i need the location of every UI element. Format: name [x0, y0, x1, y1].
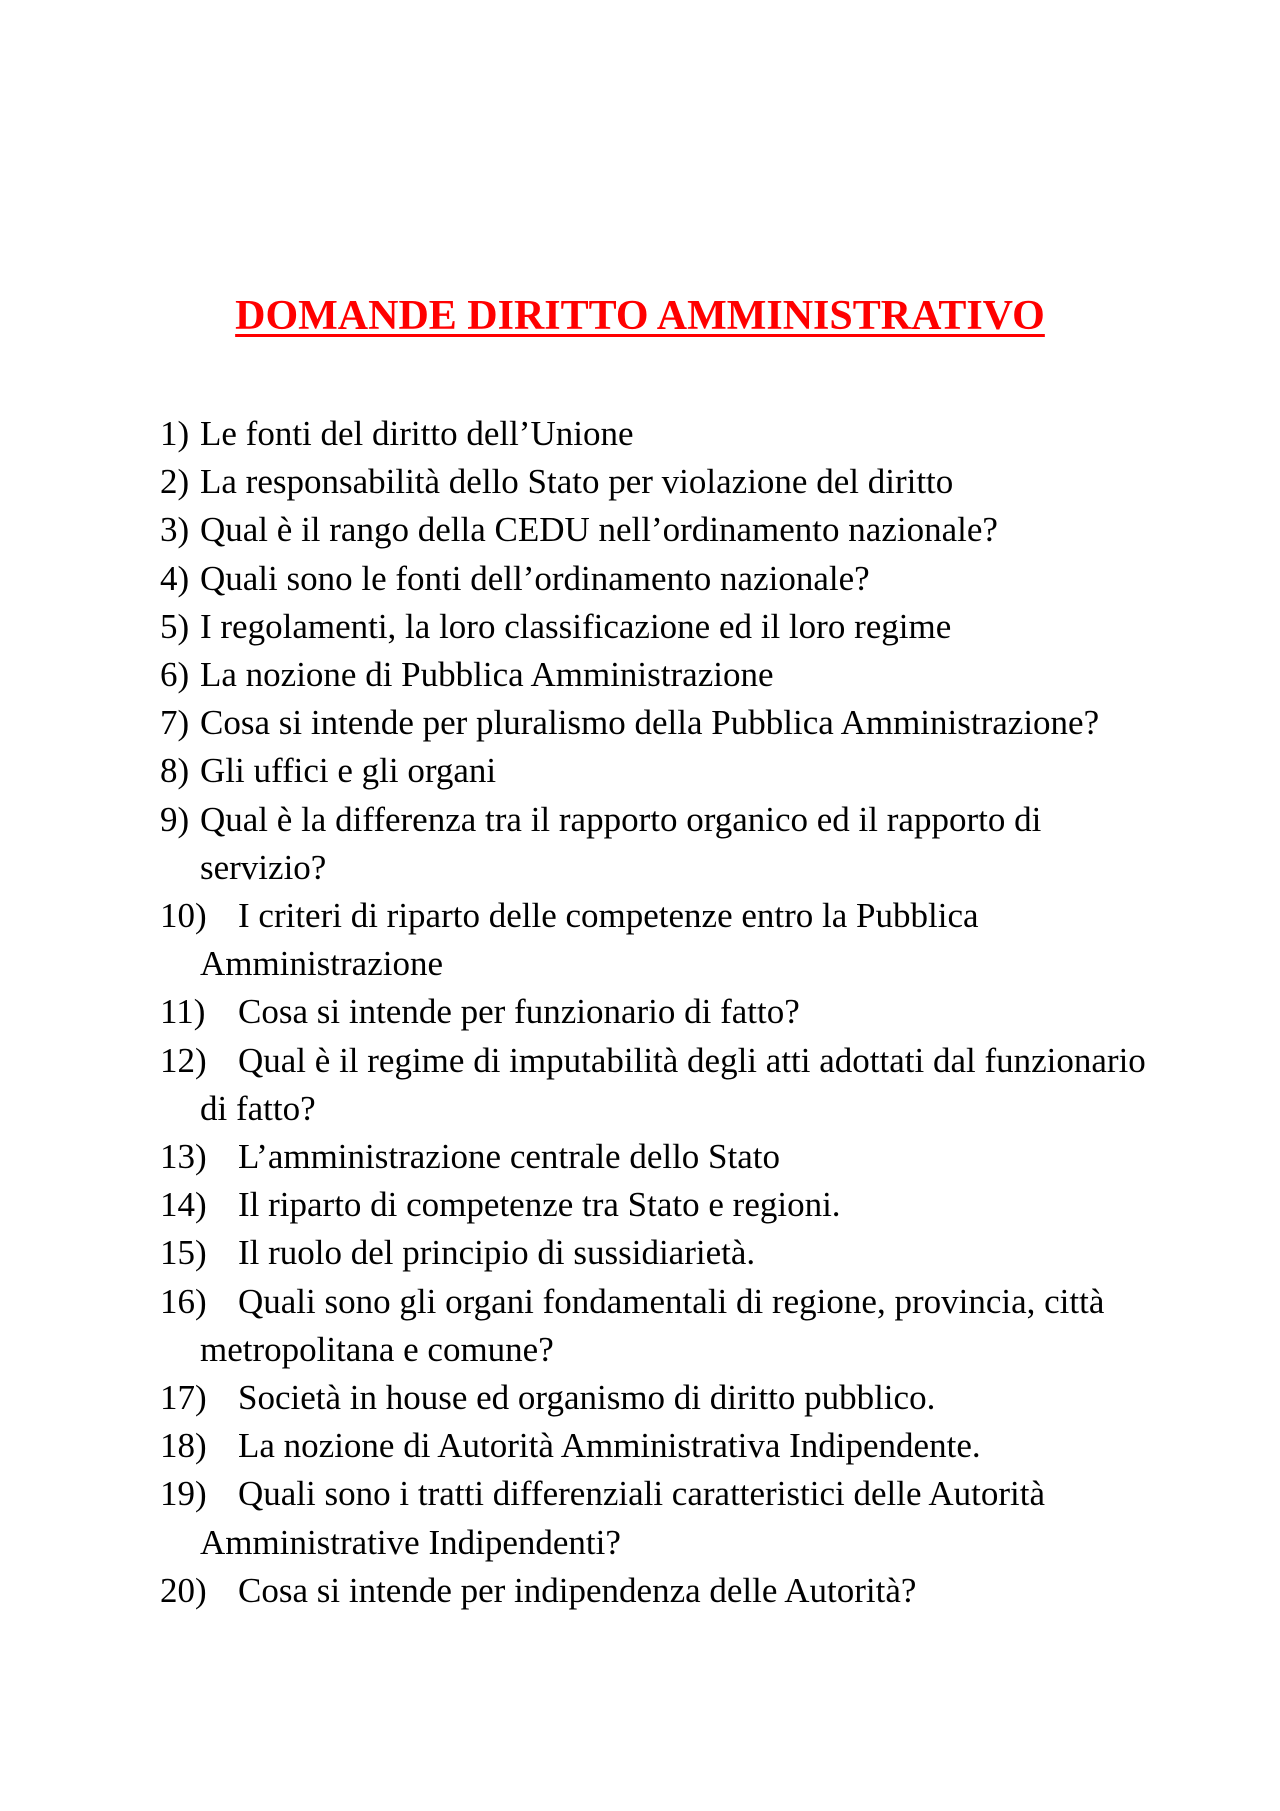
item-text: La nozione di Autorità Amministrativa Indipendente.: [238, 1426, 981, 1466]
list-item: [160, 699, 1170, 747]
item-number: 8): [160, 751, 190, 791]
item-number: 1): [160, 414, 190, 453]
list-item: [160, 1278, 1170, 1374]
item-text: Cosa si intende per indipendenza delle Autorità?: [238, 1570, 917, 1610]
item-text: Qual è la differenza tra il rapporto organico ed il rapporto di servizio?: [200, 799, 1042, 887]
list-item: [160, 1422, 1170, 1470]
list-item: [160, 651, 1170, 699]
item-text: I regolamenti, la loro classificazione ed il loro regime: [200, 606, 952, 646]
list-item: [160, 410, 1170, 458]
item-number: 7): [160, 703, 190, 743]
item-number: 2): [160, 462, 190, 502]
item-text: Il ruolo del principio di sussidiarietà.: [238, 1233, 756, 1273]
list-item: [160, 458, 1170, 506]
item-number: 14): [160, 1185, 207, 1225]
item-text: Società in house ed organismo di diritto pubblico.: [238, 1378, 936, 1418]
list-item: [160, 1133, 1170, 1181]
item-number: 5): [160, 606, 190, 646]
list-item: [160, 747, 1170, 795]
item-text: Quali sono le fonti dell’ordinamento nazionale?: [200, 558, 870, 598]
item-number: 6): [160, 655, 190, 695]
item-number: 17): [160, 1378, 207, 1418]
item-number: 19): [160, 1474, 207, 1514]
item-text: Qual è il rango della CEDU nell’ordinamento nazionale?: [200, 510, 998, 550]
list-item: [160, 988, 1170, 1036]
item-text: Qual è il regime di imputabilità degli atti adottati dal funzionario di fatto?: [200, 1040, 1146, 1128]
item-text: Quali sono i tratti differenziali caratteristici delle Autorità Amministrative Indipendenti?: [200, 1474, 1045, 1562]
list-item: [160, 1470, 1170, 1566]
item-number: 13): [160, 1137, 207, 1177]
list-item: [160, 506, 1170, 554]
item-number: 18): [160, 1426, 207, 1466]
list-item: [160, 796, 1170, 892]
item-text: Cosa si intende per funzionario di fatto?: [238, 992, 800, 1032]
item-number: 16): [160, 1281, 207, 1321]
item-text: Cosa si intende per pluralismo della Pubblica Amministrazione?: [200, 703, 1100, 743]
item-number: 10): [160, 896, 207, 936]
list-item: [160, 1037, 1170, 1133]
item-text: L’amministrazione centrale dello Stato: [238, 1137, 781, 1177]
item-number: 12): [160, 1040, 207, 1080]
item-number: 4): [160, 558, 190, 598]
list-item: [160, 892, 1170, 988]
question-list: [160, 410, 1170, 1615]
item-number: 20): [160, 1570, 207, 1610]
item-number: 11): [160, 992, 206, 1032]
list-item: [160, 1567, 1170, 1615]
item-number: 3): [160, 510, 190, 550]
item-text: Il riparto di competenze tra Stato e regioni.: [238, 1185, 841, 1225]
item-text: I criteri di riparto delle competenze entro la Pubblica Amministrazione: [200, 896, 979, 984]
list-item: [160, 603, 1170, 651]
item-text: La nozione di Pubblica Amministrazione: [200, 655, 774, 695]
item-text: Gli uffici e gli organi: [200, 751, 497, 791]
item-text: Quali sono gli organi fondamentali di regione, provincia, città metropolitana e comune?: [200, 1281, 1105, 1369]
item-text: Le fonti del diritto dell’Unione: [200, 414, 634, 453]
list-item: [160, 555, 1170, 603]
list-item: [160, 1181, 1170, 1229]
page-title: DOMANDE DIRITTO AMMINISTRATIVO: [235, 293, 1045, 339]
item-text: La responsabilità dello Stato per violazione del diritto: [200, 462, 954, 502]
item-number: 9): [160, 799, 190, 839]
list-item: [160, 1229, 1170, 1277]
list-item: [160, 1374, 1170, 1422]
item-number: 15): [160, 1233, 207, 1273]
